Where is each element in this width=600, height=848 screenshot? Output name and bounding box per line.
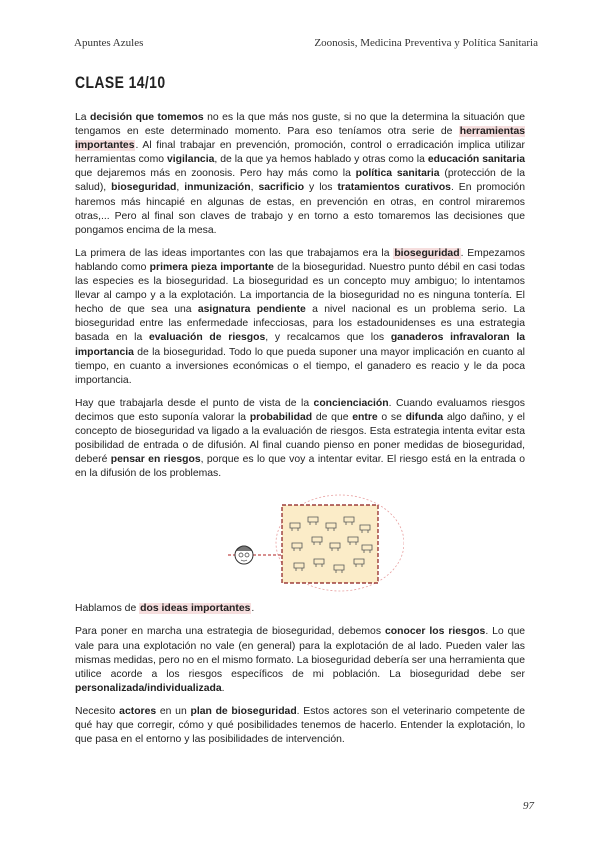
bold-term: probabilidad (249, 411, 313, 423)
text: , y recalcamos que los (265, 332, 391, 344)
person-head-icon (235, 546, 253, 564)
bold-term: primera pieza importante (149, 261, 274, 273)
bold-term: actores (119, 705, 157, 717)
text: , porque es lo que voy a intentar evitar. El riesgo está en la entrada o en la difusión de los problemas. (75, 454, 525, 480)
bold-term: difunda (405, 411, 444, 423)
biosecurity-diagram (228, 493, 404, 593)
bold-term: plan de bioseguridad (190, 705, 297, 717)
text: no es la que más nos guste, si no que la determina la situación que tengamos en este determinado momento. Para eso teníamos otra serie de (75, 112, 525, 138)
header-left: Apuntes Azules (74, 37, 144, 49)
bold-term: pensar en riesgos (110, 454, 201, 466)
text: en un (156, 705, 191, 717)
text: . Estos actores son el veterinario competente de qué hay que corregir, cómo y qué posibilidades tenemos de hacerlo. Entender la explotación, lo que pasa en el entorno y las posibilidades de intervención. (75, 705, 525, 746)
bold-term: decisión que tomemos (90, 112, 204, 123)
bold-term: tratamientos curativos (337, 182, 451, 194)
bold-term: concienciación (313, 397, 389, 409)
text: . En promoción haremos más hincapié en algunas de estas, en prevención en otras, en control miraremos otras,... Pero al final son claves de trabajo y en torno a esto tomaremos las decisiones que pongamos encima de la mesa. (75, 182, 525, 236)
text: . Lo que vale para una explotación no vale (en general) para la explotación de al lado. Pueden valer las mismas medidas, pero no en el mismo formato. La bioseguridad debería ser una herramienta que utilice acorde a los riesgos específicos de mi población. La bioseguridad debe ser (75, 626, 526, 680)
text: , (176, 182, 185, 194)
bold-term: personalizada/individualizada (75, 682, 222, 694)
paragraph-4 (75, 602, 525, 616)
text: de la bioseguridad. Todo lo que pueda suponer una mayor implicación en cuanto al tiempo, en cuanto a inversiones económicas o el tiempo, el ganadero es reacio y le da poca importancia. (75, 346, 525, 386)
text: . (221, 682, 225, 694)
page-number: 97 (523, 800, 534, 812)
paragraph-1 (75, 111, 525, 238)
text: Hablamos de (75, 603, 140, 615)
bold-term: conocer los riesgos (385, 626, 486, 638)
page-title: CLASE 14/10 (75, 73, 166, 92)
text: y los (304, 182, 338, 194)
highlighted-term: bioseguridad (394, 247, 460, 259)
bold-term: evaluación de riesgos (148, 332, 266, 344)
bold-term: entre (352, 411, 378, 423)
document-body (75, 111, 525, 756)
highlighted-term: dos ideas importantes (140, 603, 251, 615)
text: o se (377, 411, 406, 423)
text: a nivel nacional es un problema serio. La bioseguridad entre las enfermedade infecciosas, para los estadounidenses es una estrategia basada en la (75, 304, 525, 344)
page-header (62, 37, 538, 49)
text: de la bioseguridad. Nuestro punto débil en casi todas las especies es la bioseguridad. La bioseguridad es un concepto muy ambiguo; lo intentamos llevar al campo y a la explotación. La importancia de la bioseguridad no es ninguna tontería. El hecho de que sea una (75, 261, 525, 316)
paragraph-2 (75, 247, 525, 388)
paragraph-6 (75, 705, 525, 747)
text: de que (312, 411, 353, 423)
text: Hay que trabajarla desde el punto de vista de la (75, 397, 314, 409)
text: La primera de las ideas importantes con las que trabajamos era la (75, 247, 394, 259)
text: Necesito (75, 705, 120, 717)
bold-term: sacrificio (258, 182, 305, 194)
bold-term: bioseguridad (111, 182, 177, 194)
text: . (251, 603, 255, 615)
bold-term: inmunización (184, 182, 251, 194)
text: . Empezamos hablando como (75, 247, 526, 273)
paragraph-5 (75, 625, 525, 695)
bold-term: política sanitaria (355, 168, 440, 180)
text: La (75, 112, 90, 123)
text: Para poner en marcha una estrategia de bioseguridad, debemos (75, 626, 385, 638)
text: , (250, 182, 259, 194)
bold-term: ganaderos infravaloran la importancia (75, 332, 525, 358)
highlighted-term: herramientas importantes (75, 126, 525, 152)
paragraph-3 (75, 397, 525, 482)
bold-term: vigilancia (167, 154, 215, 166)
text: , de la que ya hemos hablado y otras como la (214, 154, 428, 166)
text: que dejaremos más en zoonosis. Pero hay más como la (75, 168, 356, 180)
header-right: Zoonosis, Medicina Preventiva y Política Sanitaria (314, 37, 538, 49)
text: . Cuando evaluamos riesgos decimos que esto suponía valorar la (75, 397, 525, 423)
text: . Al final trabajar en prevención, promoción, control o erradicación implica utilizar herramientas como (75, 140, 525, 166)
text: algo dañino, y el concepto de bioseguridad va ligado a la evaluación de riesgos. Esta estrategia intenta evitar esta posibilidad de entrada o de difusión. Al final cuando pienso en poner medidas de bioseguridad, deberé (75, 411, 525, 466)
bold-term: educación sanitaria (427, 154, 525, 166)
bold-term: asignatura pendiente (197, 304, 306, 316)
text: (protección de la salud), (75, 168, 525, 194)
